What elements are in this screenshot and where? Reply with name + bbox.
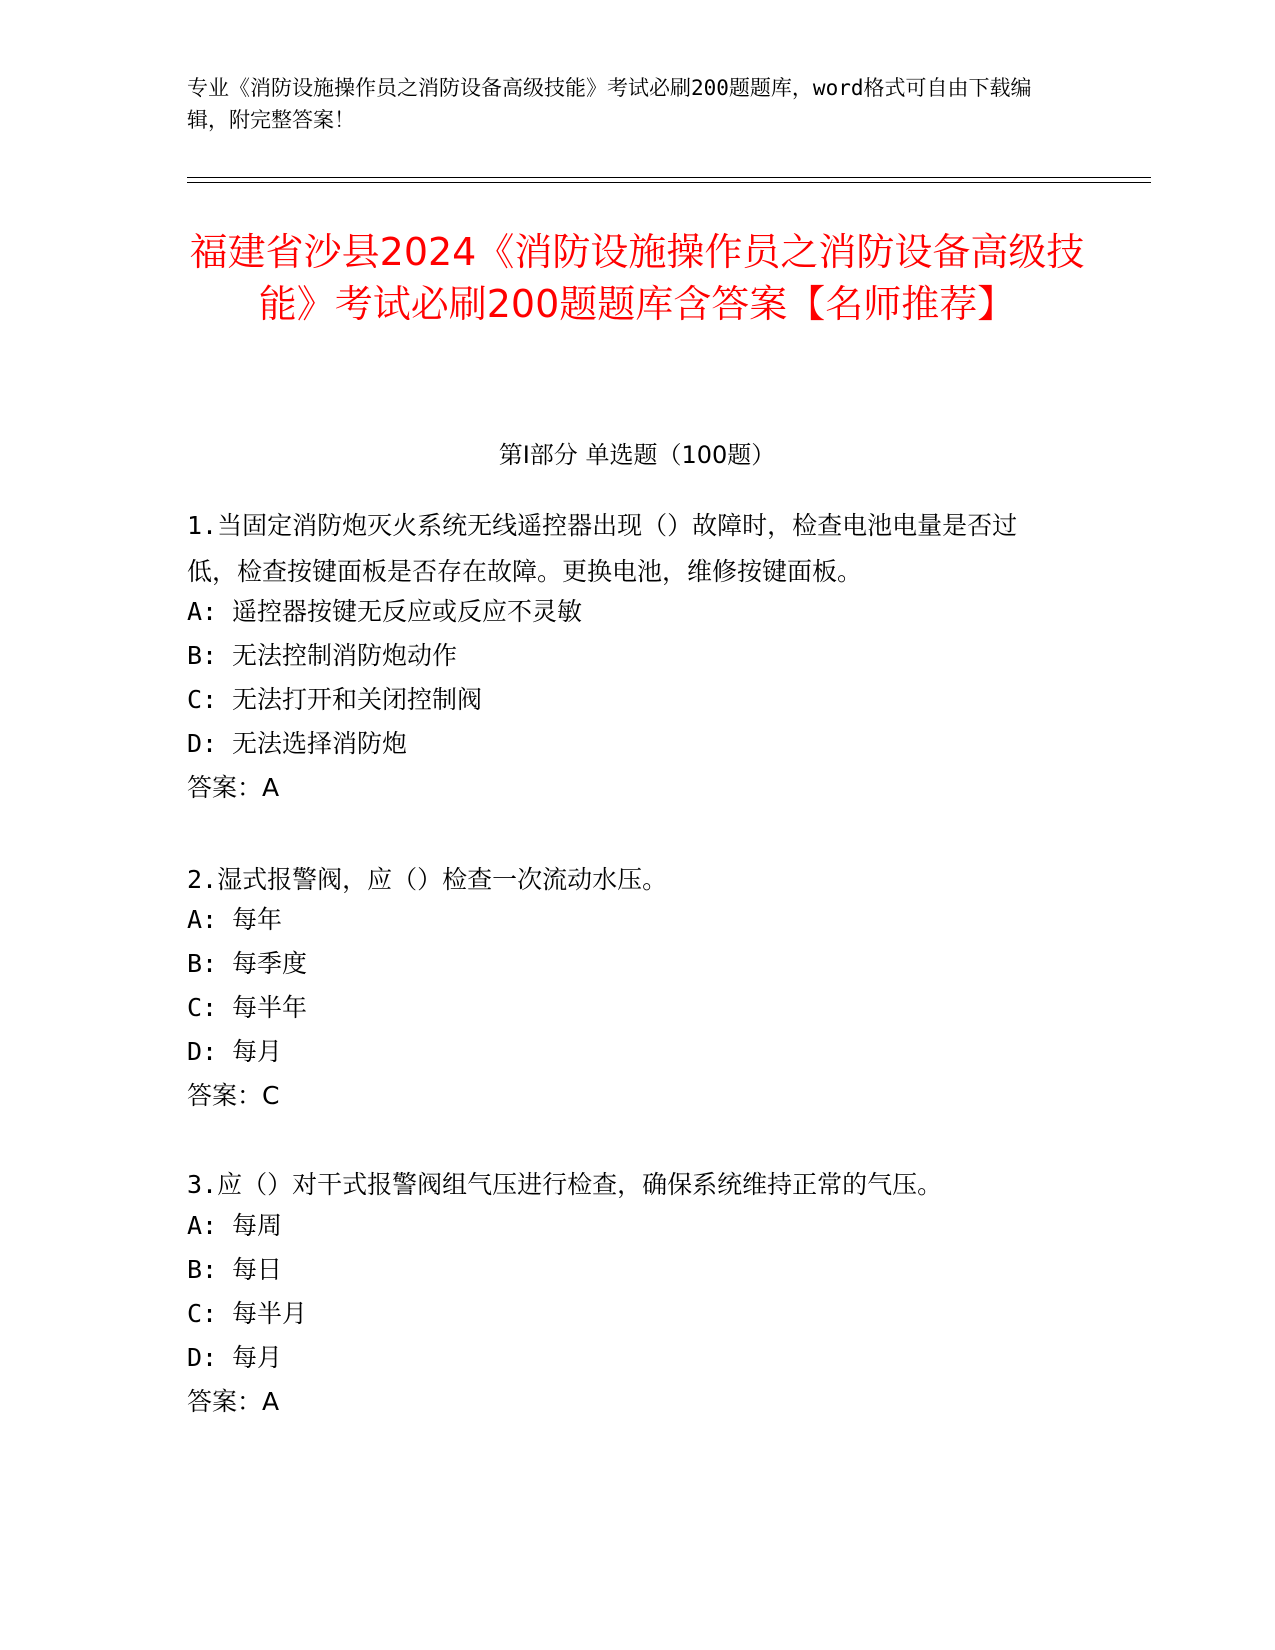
option-b bbox=[187, 1252, 282, 1288]
option-label: D: bbox=[187, 729, 218, 758]
header-divider-bottom bbox=[187, 182, 1151, 183]
option-label: A: bbox=[187, 905, 218, 934]
header-divider-top bbox=[187, 177, 1151, 178]
option-label: D: bbox=[187, 1343, 218, 1372]
option-text: 每月 bbox=[232, 1343, 283, 1372]
question-text: 1.当固定消防炮灭火系统无线遥控器出现（）故障时，检查电池电量是否过低，检查按键面板是否存在故障。更换电池，维修按键面板。 bbox=[187, 511, 1018, 586]
option-label: B: bbox=[187, 641, 218, 670]
option-label: A: bbox=[187, 597, 218, 626]
answer-line: 答案：A bbox=[187, 1387, 280, 1416]
option-text: 每半年 bbox=[232, 993, 308, 1022]
document-title: 福建省沙县2024《消防设施操作员之消防设备高级技能》考试必刷200题题库含答案【名师推荐】 bbox=[189, 230, 1085, 326]
question-text: 3.应（）对干式报警阀组气压进行检查，确保系统维持正常的气压。 bbox=[187, 1170, 943, 1199]
answer-line: 答案：A bbox=[187, 773, 280, 802]
option-b bbox=[187, 638, 457, 674]
option-d bbox=[187, 1340, 282, 1376]
option-b bbox=[187, 946, 307, 982]
option-text: 每季度 bbox=[232, 949, 308, 978]
option-text: 无法控制消防炮动作 bbox=[232, 641, 458, 670]
option-label: D: bbox=[187, 1037, 218, 1066]
option-a bbox=[187, 902, 282, 938]
option-d bbox=[187, 726, 407, 762]
option-c bbox=[187, 1296, 307, 1332]
option-label: C: bbox=[187, 685, 218, 714]
option-d bbox=[187, 1034, 282, 1070]
option-text: 遥控器按键无反应或反应不灵敏 bbox=[232, 597, 583, 626]
option-text: 无法打开和关闭控制阀 bbox=[232, 685, 483, 714]
option-label: C: bbox=[187, 993, 218, 1022]
option-text: 每日 bbox=[232, 1255, 283, 1284]
option-a bbox=[187, 1208, 282, 1244]
option-label: B: bbox=[187, 1255, 218, 1284]
option-text: 每半月 bbox=[232, 1299, 308, 1328]
option-label: B: bbox=[187, 949, 218, 978]
question-text: 2.湿式报警阀，应（）检查一次流动水压。 bbox=[187, 865, 668, 894]
header-note: 专业《消防设施操作员之消防设备高级技能》考试必刷200题题库，word格式可自由下载编辑，附完整答案！ bbox=[187, 76, 1032, 132]
option-c bbox=[187, 682, 482, 718]
answer-line: 答案：C bbox=[187, 1081, 280, 1110]
option-label: A: bbox=[187, 1211, 218, 1240]
option-label: C: bbox=[187, 1299, 218, 1328]
option-c bbox=[187, 990, 307, 1026]
option-text: 每月 bbox=[232, 1037, 283, 1066]
option-text: 无法选择消防炮 bbox=[232, 729, 408, 758]
option-text: 每年 bbox=[232, 905, 283, 934]
option-a bbox=[187, 594, 582, 630]
section-heading: 第I部分 单选题（100题） bbox=[498, 441, 776, 469]
option-text: 每周 bbox=[232, 1211, 283, 1240]
